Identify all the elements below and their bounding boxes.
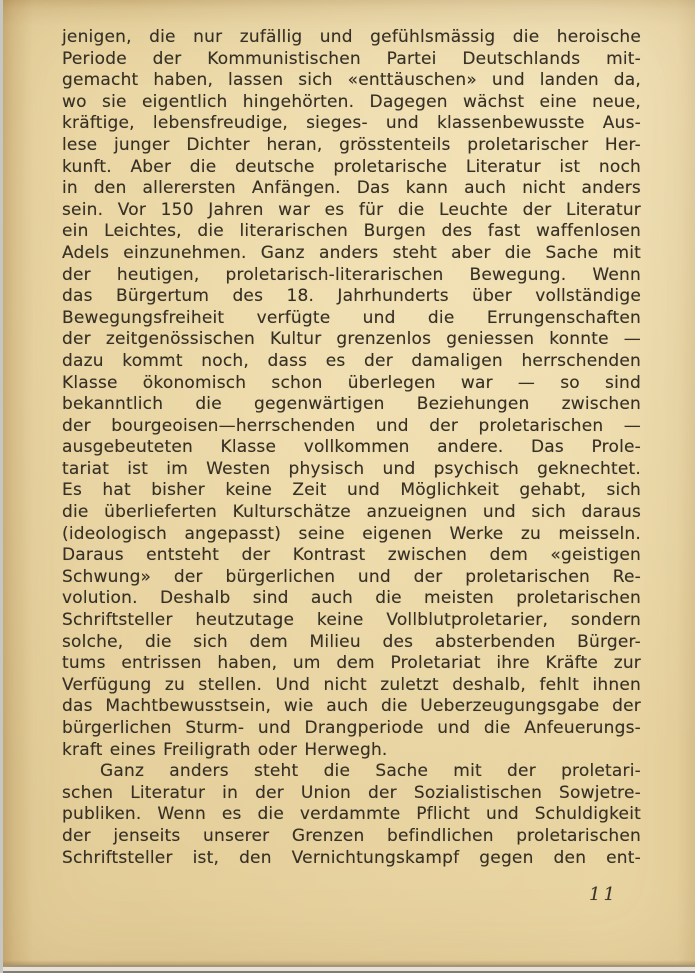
text-line: dazu kommt noch, dass es der damaligen herrschenden [62,350,641,371]
body-text [62,27,641,869]
text-line: Klasse ökonomisch schon überlegen war — so sind [62,372,641,393]
text-line: tums entrissen haben, um dem Proletariat ihre Kräfte zur [62,653,641,674]
text-line: das Machtbewusstsein, wie auch die Ueberzeugungsgabe der [62,696,641,717]
text-line: Schwung» der bürgerlichen und der proletarischen Re- [62,566,641,587]
text-line: bürgerlichen Sturm- und Drangperiode und die Anfeuerungs- [62,718,641,738]
page-number: 11 [589,884,618,905]
text-line: Periode der Kommunistischen Partei Deutschlands mit- [62,48,641,69]
text-line: sein. Vor 150 Jahren war es für die Leuchte der Literatur [62,199,641,220]
text-line: kräftige, lebensfreudige, sieges- und klassenbewusste Aus- [62,113,641,134]
text-line: ein Leichtes, die literarischen Burgen des fast waffenlosen [62,221,641,242]
text-line: volution. Deshalb sind auch die meisten proletarischen [62,588,641,609]
text-line: Daraus entsteht der Kontrast zwischen dem «geistigen [62,545,641,566]
text-line: Bewegungsfreiheit verfügte und die Errungenschaften [62,307,641,328]
text-line: die überlieferten Kulturschätze anzueignen und sich daraus [62,502,641,523]
text-line: wo sie eigentlich hingehörten. Dagegen wächst eine neue, [62,91,641,112]
text-line: tariat ist im Westen physisch und psychisch geknechtet. [62,458,641,479]
text-line: Adels einzunehmen. Ganz anders steht aber die Sache mit [62,242,641,263]
text-line: lese junger Dichter heran, grösstenteils proletarischer Her- [62,134,641,155]
text-line: schen Literatur in der Union der Sozialistischen Sowjetre- [62,782,641,803]
text-line: der jenseits unserer Grenzen befindlichen proletarischen [62,825,641,846]
text-line: (ideologisch angepasst) seine eigenen Werke zu meisseln. [62,523,641,544]
text-line: jenigen, die nur zufällig und gefühlsmässig die heroische [62,27,641,47]
text-line: das Bürgertum des 18. Jahrhunderts über vollständige [62,286,641,307]
text-line: der bourgeoisen—herrschenden und der proletarischen — [62,415,641,436]
text-line: Ganz anders steht die Sache mit der proletari- [100,761,641,782]
text-line: Verfügung zu stellen. Und nicht zuletzt deshalb, fehlt ihnen [62,674,641,695]
text-line: Schriftsteller ist, den Vernichtungskampf gegen den ent- [62,847,641,868]
text-line: gemacht haben, lassen sich «enttäuschen» und landen da, [62,70,641,91]
text-line: der heutigen, proletarisch-literarischen Bewegung. Wenn [62,264,641,285]
text-line: publiken. Wenn es die verdammte Pflicht und Schuldigkeit [62,804,641,825]
text-line: der zeitgenössischen Kultur grenzenlos geniessen konnte — [62,329,641,350]
scanned-page [3,0,695,973]
text-line: solche, die sich dem Milieu des absterbenden Bürger- [62,631,641,652]
text-line: kraft eines Freiligrath oder Herwegh. [62,739,388,760]
text-line: in den allerersten Anfängen. Das kann auch nicht anders [62,178,641,199]
text-line: ausgebeuteten Klasse vollkommen andere. Das Prole- [62,437,641,458]
text-line: Schriftsteller heutzutage keine Vollblutproletarier, sondern [62,610,641,631]
page-bottom-edge [3,960,695,973]
text-line: Es hat bisher keine Zeit und Möglichkeit gehabt, sich [62,480,641,501]
text-line: kunft. Aber die deutsche proletarische Literatur ist noch [62,156,641,177]
text-line: bekanntlich die gegenwärtigen Beziehungen zwischen [62,394,641,415]
